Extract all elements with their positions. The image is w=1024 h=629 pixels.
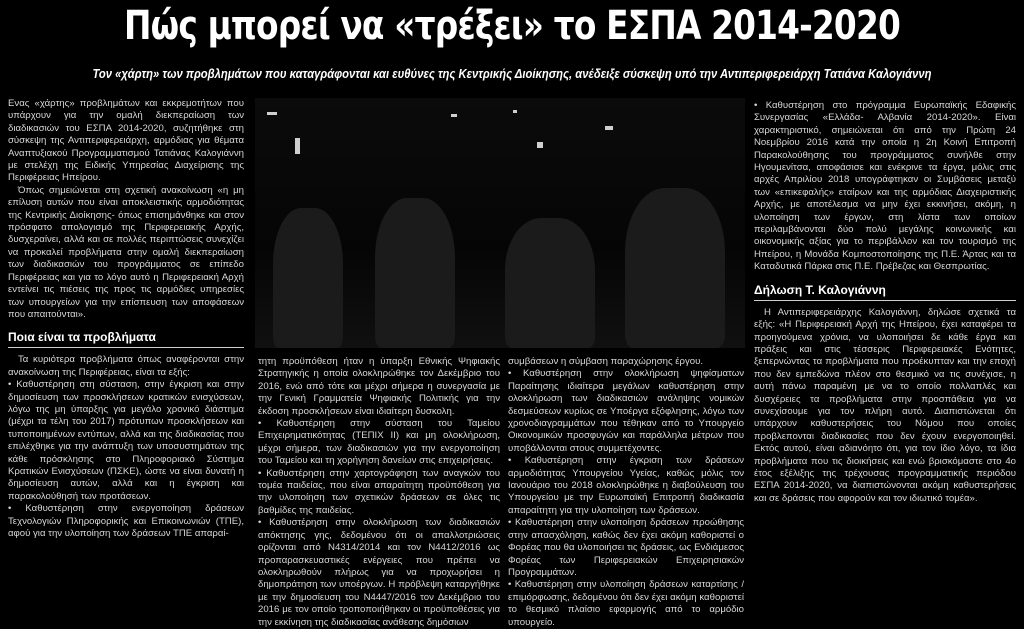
paragraph: Ενας «χάρτης» προβλημάτων και εκκρεμοτήτων που υπάρχουν για την ομαλή διεκπεραίωση των διαδικασιών του ΕΣΠΑ 2014-2020, συζητήθηκε στη σύσκεψη της Αντιπεριφερειάρχη, αρμόδιας για θέματα Αναπτυξιακού Προγραμματισμού Τατιάνας Καλογιάννη με στελέχη της Ειδικής Υπηρεσίας Διαχείρισης της Περιφέρειας Ηπείρου. (8, 98, 244, 184)
column-4 (754, 100, 1016, 603)
paragraph: • Καθυστέρηση στο πρόγραμμα Ευρωπαϊκής Εδαφικής Συνεργασίας «Ελλάδα- Αλβανία 2014-2020». Είναι χαρακτηριστικό, σημειώνεται ότι από την Πρώτη 24 Νοεμβρίου 2016 κατά την οποία η 2η Κοινή Επιτροπή Παρακολούθησης του προγράμματος συνήλθε στην Ηγουμενίτσα, αποφάσισε και ενέκρινε τα έργα, μόλις στις αρχές Απριλίου 2018 υπογράφτηκαν οι Συμβάσεις μεταξύ των «επικεφαλής» εταίρων και της αρμόδιας Διαχειριστικής Αρχής, με αποτέλεσμα να μην έχει εκκινήσει, ακόμη, η υλοποίηση των έργων, στη λίστα των οποίων περιλαμβάνονται δύο πολύ μεγάλης κοινωνικής και οικονομικής αξίας για το περιβάλλον και τον τουρισμό της Ηπείρου, η Μονάδα Κομποστοποίησης της Π.Ε. Άρτας και τα Καταδυτικά Πάρκα στις Π.Ε. Πρέβεζας και Θεσπρωτίας. (754, 100, 1016, 273)
paragraph: • Καθυστέρηση στην ολοκλήρωση των διαδικασιών απόκτησης γης, δεδομένου ότι οι απαλλοτριώσεις ορίζονται από Ν4314/2014 και τον Ν4412/2016 ως προπαρασκευαστικές ενέργειες που πρέπει να ολοκληρωθούν πλήρως για να προχωρήσει η δημοπράτηση των υποέργων. Η πρόβλεψη καταργήθηκε με την δημοσίευση του Ν4447/2016 τον Δεκέμβριο του 2016 με τον οποίο τροποποιήθηκαν οι προϋποθέσεις για την εκκίνηση της διαδικασίας ανάθεσης δημόσιων (258, 517, 500, 628)
paragraph: Όπως σημειώνεται στη σχετική ανακοίνωση «η μη επίλυση αυτών που είναι αποκλειστικής αρμοδιότητας της Κεντρικής Διοίκησης- όπως επισημάνθηκε και στον πρόσφατο απολογισμό της Περιφερειακής Αρχής, δυσχεραίνει, αλλά και σε πολλές περιπτώσεις συνεχίζει να προκαλεί προβλήματα στην ομαλή διεκπεραίωση των διαδικασιών του προγράμματος σε επίπεδο Περιφέρειας και για το λόγο αυτό η Περιφερειακή Αρχή εντείνει τις πιέσεις της προς τις αρμόδιες υπηρεσίες των υπουργείων για την επίσπευση των αποφάσεων που απαιτούνται». (8, 184, 244, 320)
column-2 (258, 356, 500, 628)
column-1 (8, 98, 244, 603)
section-heading: Δήλωση Τ. Καλογιάννη (754, 282, 1016, 301)
paragraph: • Καθυστέρηση στη σύσταση, στην έγκριση και στην δημοσίευση των προσκλήσεων κρατικών ενισχύσεων, λόγω της μη ύπαρξης για μεγάλο χρονικό διάστημα (μέχρι τα τέλη του 2017) πρότυπων προσκλήσεων και τυποποιημένων εντύπων, αλλά και της διαδικασίας που επιλέχθηκε για την ανάπτυξη των υποσυστημάτων της κάθε πρόσκλησης στο Πληροφοριακό Σύστημα Κρατικών Ενισχύσεων (ΠΣΚΕ), ώστε να είναι δυνατή η δημοσίευση αυτών, αλλά και η έγκριση και παρακολούθησή των προτάσεων. (8, 379, 244, 502)
section-heading: Ποια είναι τα προβλήματα (8, 329, 244, 348)
paragraph: • Καθυστέρηση στην υλοποίηση δράσεων προώθησης στην απασχόληση, καθώς δεν έχει ακόμη καθοριστεί ο Φορέας που θα υλοποιήσει τις δράσεις, ως Ενδιάμεσος Φορέας των Περιφερειακών Επιχειρησιακών Προγραμμάτων. (508, 517, 744, 578)
paragraph: • Καθυστέρηση στην χαρτογράφηση των αναγκών του τομέα παιδείας, που είναι απαραίτητη προϋπόθεση για την υλοποίηση των σχετικών δράσεων σε όλες τις βαθμίδες της παιδείας. (258, 467, 500, 516)
paragraph: συμβάσεων η σύμβαση παραχώρησης έργου. (508, 356, 704, 367)
paragraph: • Καθυστέρηση στην ενεργοποίηση δράσεων Τεχνολογιών Πληροφορικής και Επικοινωνιών (ΤΠΕ), αφού για την υλοποίηση των δράσεων ΤΠΕ απαραί- (8, 503, 244, 539)
paragraph: Τα κυριότερα προβλήματα όπως αναφέρονται στην ανακοίνωση της Περιφέρειας, είναι τα εξής: (8, 354, 244, 378)
paragraph: • Καθυστέρηση στην ολοκλήρωση ψηφίσματων Παραίτησης ιδιαίτερα μεγάλων καθυστέρηση στην ολοκλήρωση των διαδικασιών ανάληψης νομικών δεσμεύσεων κυρίως σε Υποέργα εξόφλησης, λόγω των χρονοδιαγραμμάτων που τέθηκαν από το Υπουργείο Οικονομικών προσφυγών και παράλληλα μέτρων που υποβάλλονται στους συμμετέχοντες. (508, 368, 744, 454)
paragraph: • Καθυστέρηση στην υλοποίηση δράσεων καταρτίσης / επιμόρφωσης, δεδομένου ότι δεν έχει ακόμη καθοριστεί το θεσμικό πλαίσιο εφαρμογής από το αρμόδιο υπουργείο. (508, 579, 744, 628)
paragraph: • Καθυστέρηση στην σύσταση του Ταμείου Επιχειρηματικότητας (ΤΕΠΙΧ ΙΙ) και μη ολοκλήρωση, μέχρι σήμερα, των διαδικασιών για την ενεργοποίηση του Ταμείου και τη χορήγηση δανείων στις επιχειρήσεις. (258, 418, 500, 467)
article-title: Πώς μπορεί να «τρέξει» το ΕΣΠΑ 2014-2020 (124, 3, 900, 49)
paragraph: Η Αντιπεριφερειάρχης Καλογιάννη, δηλώσε σχετικά τα εξής: «Η Περιφερειακή Αρχή της Ηπείρου, έχει καταφέρει τα προηγούμενα χρόνια, να υλοποιήσει δε κάθε έργα και πράξεις και στις τέσσερις Περιφερειακές Ενότητες, ξεπερνώντας τα προβλήματα που προέκυπταν και την εποχή που δεν εμπεδώνα πλέον στο θεσμικό να τις συνέχισε, η αυτή πάνω παραμένη με να το οποίο πολλαπλές και δυσχέρειες τα προβλήματα στην προσπάθεια για να συνεχίσουμε για τον πλήρη αυτό. Διαπιστώνεται ότι υπάρχουν καθυστερήσεις του Νόμου που οποίες προβλεπονται διαδικασίες που δεν έχουν ενεργοποιηθεί. Εκτός αυτού, είναι αδιανόητο ότι, για τον ίδιο λόγο, τα ίδια προβλήματα που τις διοικήσεις και ενώ βρισκόμαστε στο 4ο έτος εξέλιξης της τρέχουσας προγραμματικής περιόδου ΕΣΠΑ 2014-2020, να διαπιστώνονται ακόμη καθυστερήσεις και σε δράσεις που αφορούν και τον ιδιωτικό τομέα». (754, 306, 1016, 504)
paragraph: τητη προϋπόθεση ήταν η ύπαρξη Εθνικής Ψηφιακής Στρατηγικής η οποία ολοκληρώθηκε τον Δεκέμβριο του 2016, ενώ από τότε και μέχρι σήμερα η συνεργασία με την Γενική Γραμματεία Ψηφιακής Πολιτικής για την έκδοση προσκλήσεων είναι ιδιαίτερη δυσκολη. (258, 356, 500, 417)
article-photo (255, 98, 745, 348)
paragraph: • Καθυστέρηση στην έγκριση των δράσεων αρμοδιότητας Υπουργείου Υγείας, καθώς μόλις τον Ιανουάριο του 2018 ολοκληρώθηκε η διαβούλευση του Υπουργείου με την Ευρωπαϊκή Επιτροπή διαδικασία απαραίτητη για την υλοποίηση των δράσεων. (508, 455, 744, 516)
article-subtitle: Τον «χάρτη» των προβλημάτων που καταγράφονται και ευθύνες της Κεντρικής Διοίκησης, ανέδειξε σύσκεψη υπό την Αντιπεριφερειάρχη Τατιάνα Καλογιάννη (92, 67, 932, 81)
column-3 (508, 356, 744, 628)
